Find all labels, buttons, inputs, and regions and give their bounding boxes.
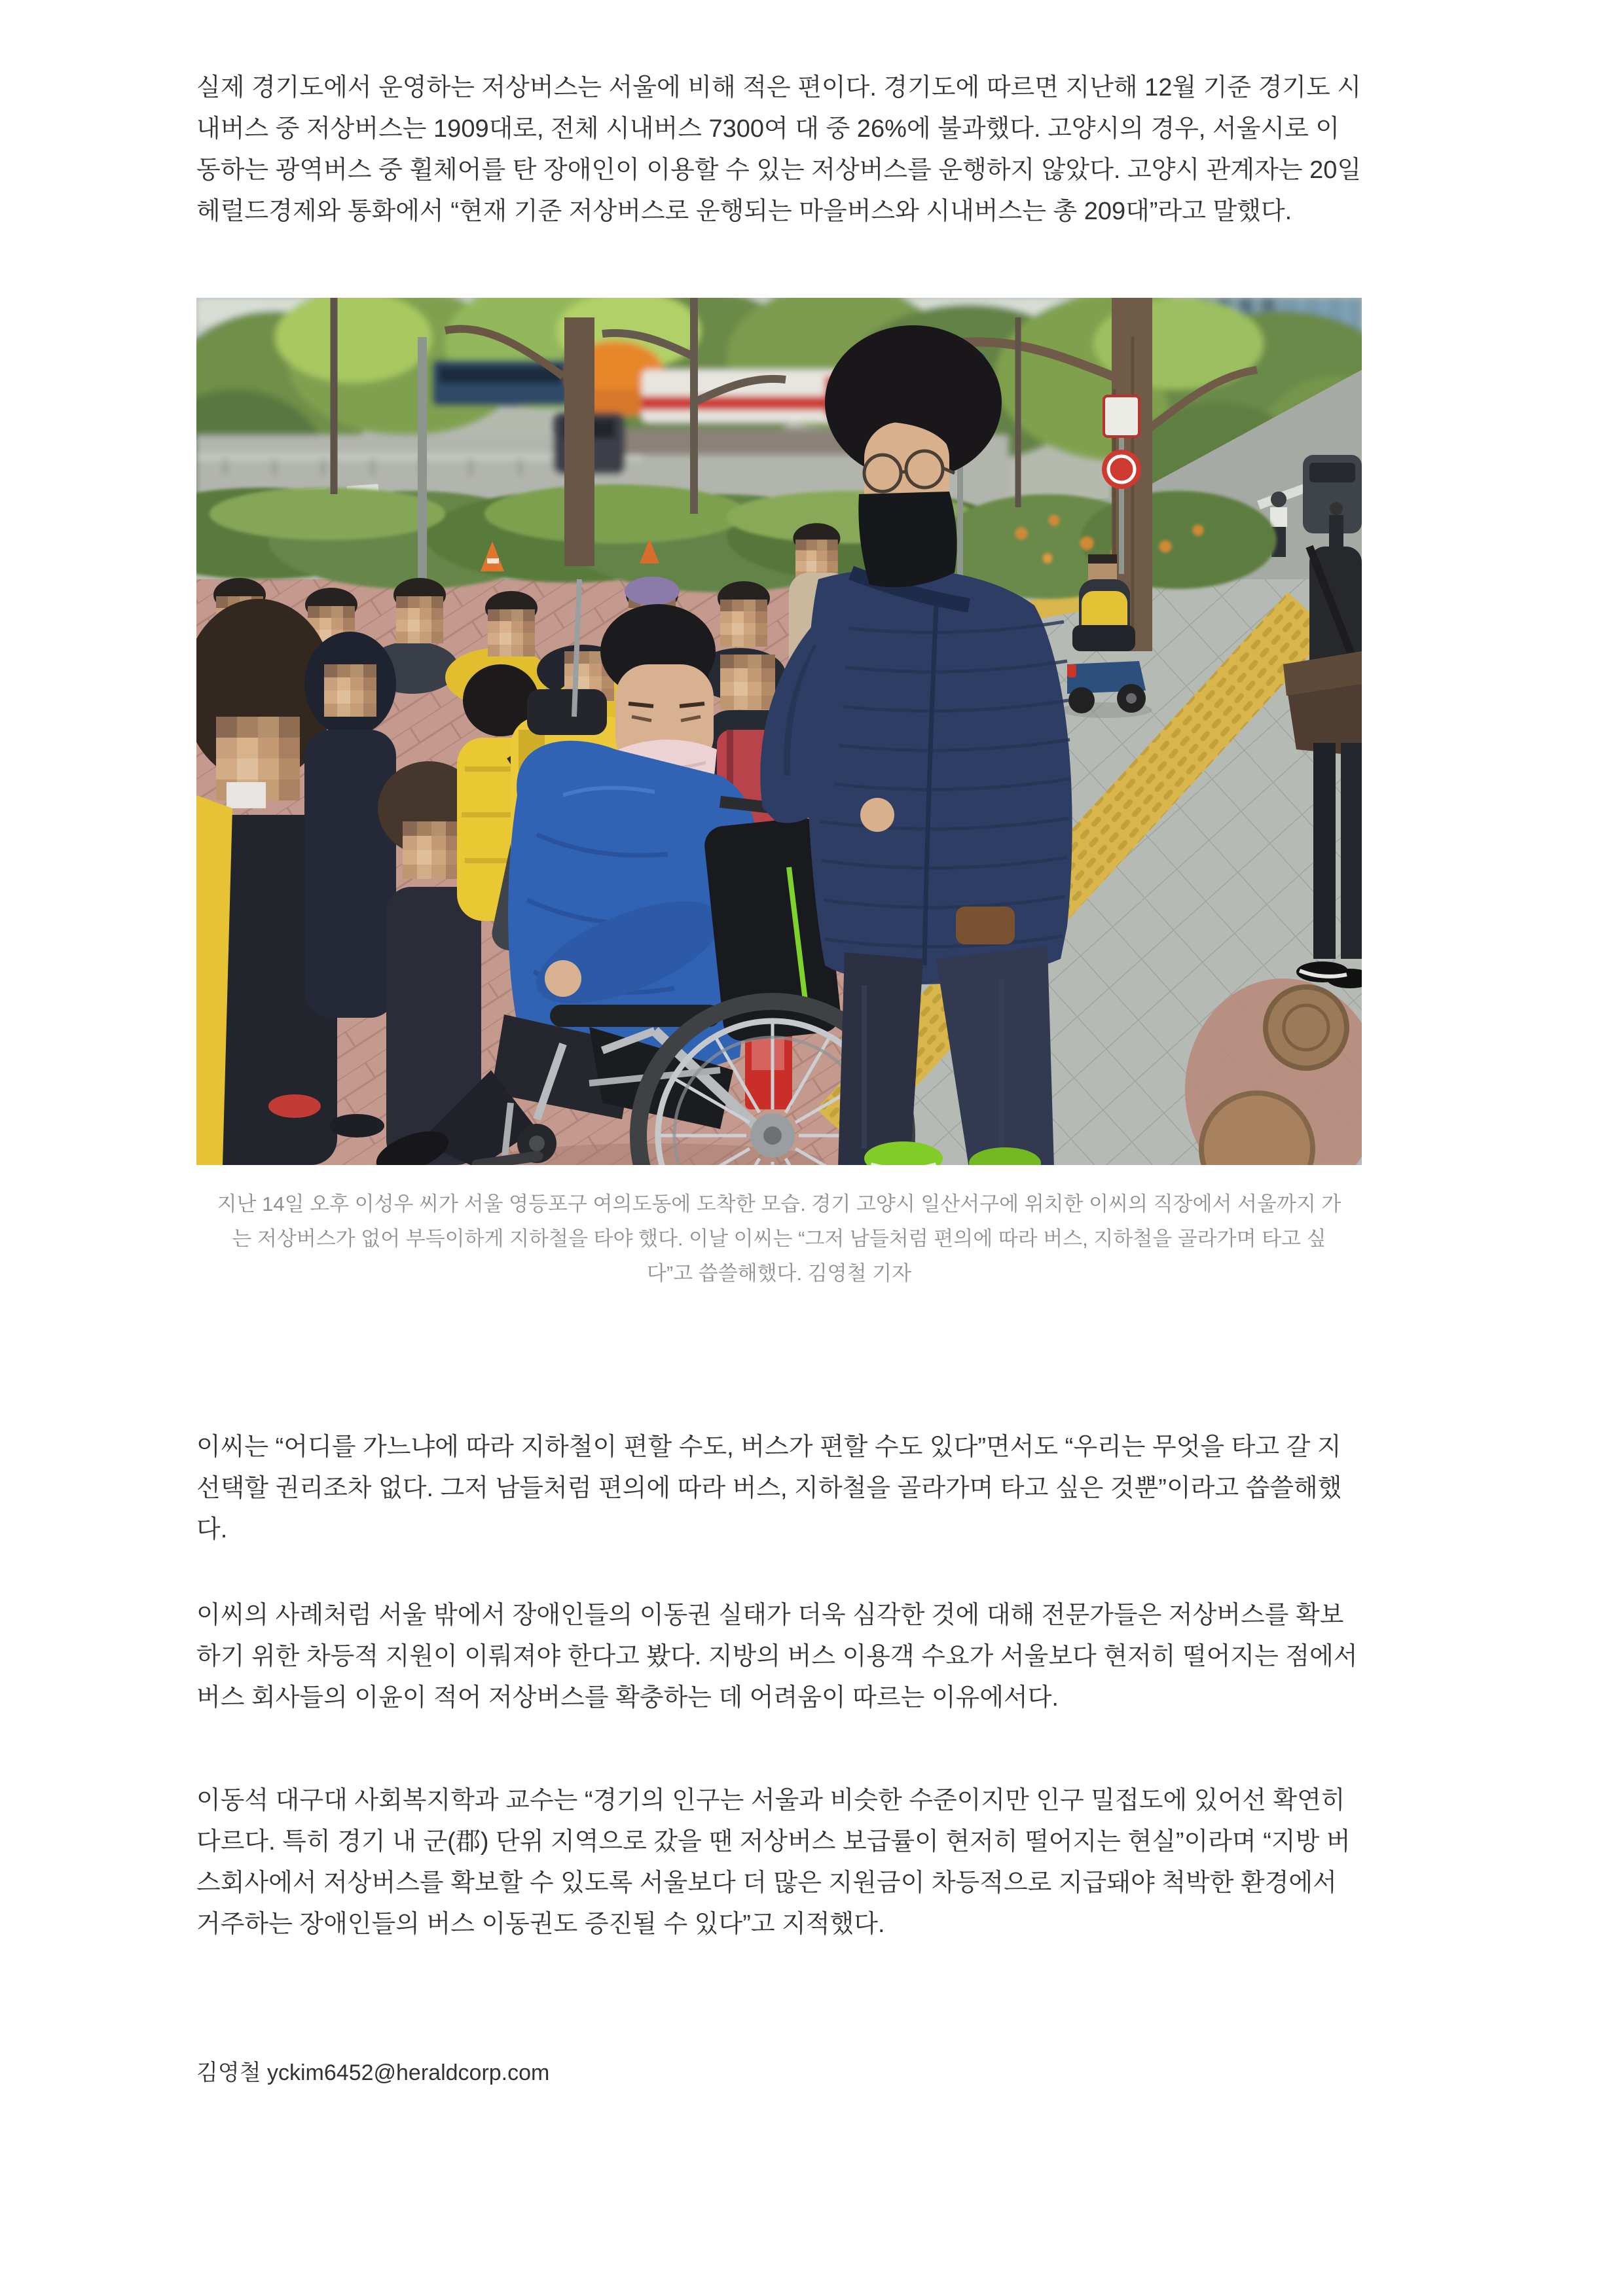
- photo-belt-pouch: [956, 906, 1015, 944]
- paragraph-2: 이씨는 “어디를 가느냐에 따라 지하철이 편할 수도, 버스가 편할 수도 있다”면서도 “우리는 무엇을 타고 갈 지 선택할 권리조차 없다. 그저 남들처럼 편의에 따라 버스, 지하철을 골라가며 타고 싶은 것뿐”이라고 씁쓸해했다.: [196, 1433, 1342, 1543]
- paragraph-3: 이씨의 사례처럼 서울 밖에서 장애인들의 이동권 실태가 더욱 심각한 것에 대해 전문가들은 저상버스를 확보하기 위한 차등적 지원이 이뤄져야 한다고 봤다. 지방의 버스 이용객 수요가 서울보다 현저히 떨어지는 점에서 버스 회사들의 이윤이 적어 저상버스를 확충하는 데 어려움이 따르는 이유에서다.: [196, 1602, 1358, 1712]
- photo-face-mask-black: [858, 492, 957, 587]
- photo-caption: 지난 14일 오후 이성우 씨가 서울 영등포구 여의도동에 도착한 모습. 경기 고양시 일산서구에 위치한 이씨의 직장에서 서울까지 가는 저상버스가 없어 부득이하게 지하철을 타야 했다. 이날 이씨는 “그저 남들처럼 편의에 따라 버스, 지하철을 골라가며 타고 싶다”고 씁쓸해했다. 김영철 기자: [217, 1193, 1341, 1285]
- byline: [196, 2053, 1362, 2094]
- paragraph-4: 이동석 대구대 사회복지학과 교수는 “경기의 인구는 서울과 비슷한 수준이지만 인구 밀접도에 있어선 확연히 다르다. 특히 경기 내 군(郡) 단위 지역으로 갔을 땐 저상버스 보급률이 현저히 떨어지는 현실”이라며 “지방 버스회사에서 저상버스를 확보할 수 있도록 서울보다 더 많은 지원금이 차등적으로 지급돼야 척박한 환경에서 거주하는 장애인들의 버스 이동권도 증진될 수 있다”고 지적했다.: [196, 1787, 1351, 1938]
- reporter-email: yckim6452@heraldcorp.com: [267, 2060, 550, 2085]
- reporter-name: 김영철: [196, 2060, 261, 2085]
- article-page: [196, 0, 1362, 2094]
- photo-pole: [418, 337, 427, 579]
- article-photo: [196, 298, 1362, 1165]
- paragraph-1: 실제 경기도에서 운영하는 저상버스는 서울에 비해 적은 편이다. 경기도에 따르면 지난해 12월 기준 경기도 시내버스 중 저상버스는 1909대로, 전체 시내버스 7300여 대 중 26%에 불과했다. 고양시의 경우, 서울시로 이동하는 광역버스 중 휠체어를 탄 장애인이 이용할 수 있는 저상버스를 운행하지 않았다. 고양시 관계자는 20일 헤럴드경제와 통화에서 “현재 기준 저상버스로 운행되는 마을버스와 시내버스는 총 209대”라고 말했다.: [196, 74, 1362, 225]
